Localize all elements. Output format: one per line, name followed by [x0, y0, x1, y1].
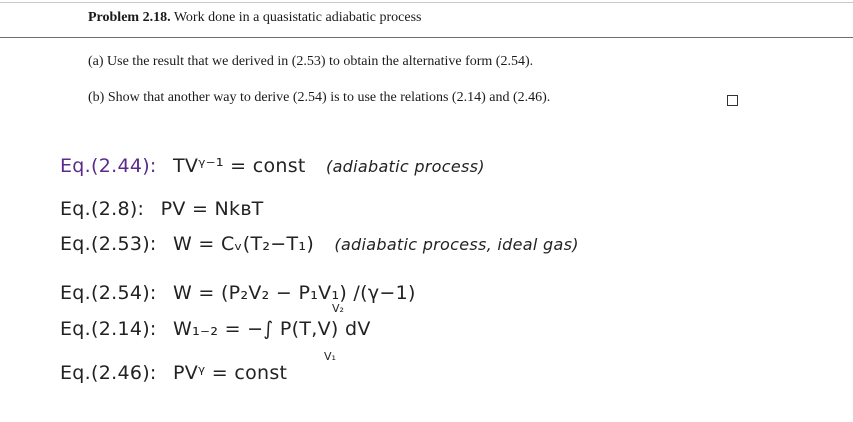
- equation-label: Eq.(2.54):: [60, 282, 157, 304]
- problem-number: Problem 2.18.: [88, 10, 171, 25]
- handwritten-equation-4: [60, 282, 416, 304]
- equation-expression: W = Cᵥ(T₂−T₁): [172, 233, 315, 255]
- top-rule: [0, 2, 853, 3]
- equation-expression: W = (P₂V₂ − P₁V₁) /(γ−1): [172, 282, 416, 304]
- equation-expression: W₁₋₂ = −∫ P(T,V) dV: [172, 318, 371, 340]
- equation-note: (adiabatic process, ideal gas): [334, 235, 579, 254]
- problem-title: Work done in a quasistatic adiabatic process: [173, 10, 422, 25]
- end-of-problem-box: [727, 95, 738, 106]
- equation-label: Eq.(2.8):: [60, 198, 145, 220]
- handwritten-equation-6: [60, 362, 287, 384]
- part-b-text: (b) Show that another way to derive (2.54) is to use the relations (2.14) and (2.46).: [88, 90, 551, 105]
- equation-label: Eq.(2.14):: [60, 318, 157, 340]
- handwritten-equation-3: [60, 233, 579, 255]
- equation-expression: PV = NkʙT: [160, 198, 264, 220]
- part-a-text: (a) Use the result that we derived in (2.53) to obtain the alternative form (2.54).: [88, 54, 534, 69]
- handwritten-equation-1: [60, 155, 485, 177]
- equation-note: (adiabatic process): [326, 157, 485, 176]
- equation-label: Eq.(2.53):: [60, 233, 157, 255]
- equation-label: Eq.(2.46):: [60, 362, 157, 384]
- equation-expression: PVᵞ = const: [172, 362, 288, 384]
- problem-heading: [88, 10, 422, 26]
- equation-label: Eq.(2.44):: [60, 155, 157, 177]
- integral-upper-limit: V₂: [332, 302, 344, 315]
- handwritten-equation-2: [60, 198, 264, 220]
- integral-lower-limit: V₁: [324, 350, 336, 363]
- handwritten-equation-5: [60, 318, 371, 340]
- title-rule: [0, 37, 853, 38]
- equation-expression: TVᵞ⁻¹ = const: [172, 155, 306, 177]
